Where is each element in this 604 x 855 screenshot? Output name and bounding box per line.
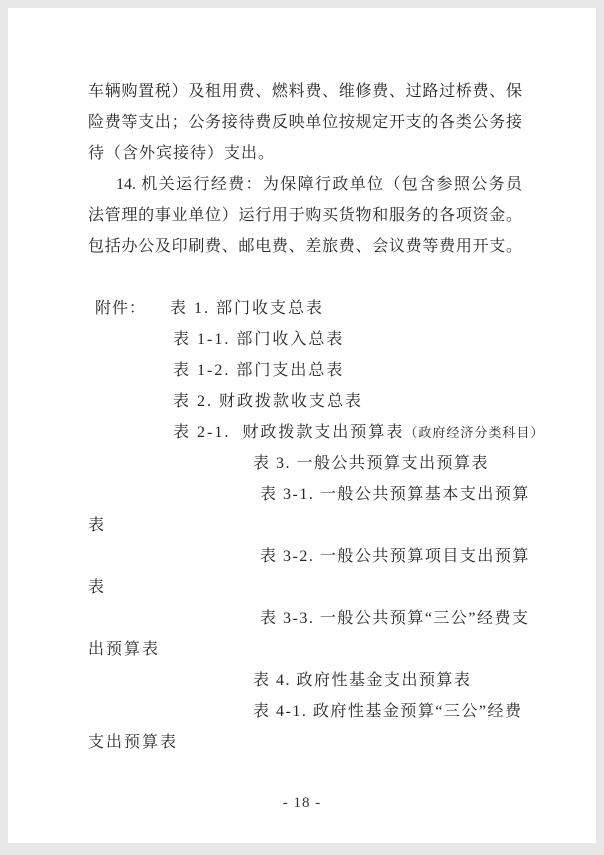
paragraph-line [88, 76, 522, 107]
attachment-item-wrap [88, 510, 522, 541]
line-text: 表 [88, 579, 107, 596]
blank-line [88, 262, 522, 293]
attachment-item [88, 479, 530, 510]
attachments-row [88, 293, 522, 324]
line-text: 支出预算表 [88, 734, 179, 751]
line-text: 出预算表 [88, 641, 161, 658]
line-text: 14. 机关运行经费：为保障行政单位（包含参照公务员 [116, 176, 522, 193]
attachments-label: 附件： [95, 300, 147, 317]
attachment-item [88, 324, 522, 355]
line-text: 表 3. 一般公共预算支出预算表 [253, 455, 490, 472]
paragraph-line [88, 138, 522, 169]
line-text: 表 3-1. 一般公共预算基本支出预算 [260, 486, 530, 503]
line-text: 表 4. 政府性基金支出预算表 [253, 672, 472, 689]
attachment-item-wrap [88, 634, 522, 665]
page-number: - 18 - [282, 795, 322, 811]
document-page [8, 8, 596, 843]
line-text: 表 2. 财政拨款收支总表 [173, 393, 364, 410]
attachment-item [88, 603, 530, 634]
attachment-item [88, 448, 522, 479]
attachment-item [88, 696, 522, 727]
attachment-item [88, 541, 530, 572]
line-text: 险费等支出；公务接待费反映单位按规定开支的各类公务接 [88, 114, 522, 131]
line-text: 表 3-3. 一般公共预算“三公”经费支 [260, 610, 530, 627]
attachment-item: 表 1. 部门收支总表 [170, 300, 325, 317]
line-text: 表 3-2. 一般公共预算项目支出预算 [260, 548, 530, 565]
document-lines [88, 76, 545, 758]
attachment-item [88, 665, 522, 696]
line-text: 表 1-2. 部门支出总表 [173, 362, 345, 379]
line-text: 表 [88, 517, 107, 534]
line-text: 车辆购置税）及租用费、燃料费、维修费、过路过桥费、保 [88, 83, 522, 100]
attachment-item [88, 386, 522, 417]
paragraph-line [88, 200, 522, 231]
attachment-item [88, 417, 545, 448]
line-text: 待（含外宾接待）支出。 [88, 145, 276, 162]
paragraph-line [88, 169, 522, 200]
line-text: 表 4-1. 政府性基金预算“三公”经费 [253, 703, 523, 720]
line-text: 表 2-1. 财政拨款支出预算表 [173, 424, 405, 441]
attachment-item-wrap [88, 727, 522, 758]
line-text: 表 1-1. 部门收入总表 [173, 331, 345, 348]
attachment-item-note: （政府经济分类科目） [404, 425, 545, 440]
line-text: 包括办公及印刷费、邮电费、差旅费、会议费等费用开支。 [88, 238, 522, 255]
line-text: 法管理的事业单位）运行用于购买货物和服务的各项资金。 [88, 207, 522, 224]
attachment-item [88, 355, 522, 386]
paragraph-line [88, 231, 522, 262]
attachment-item-wrap [88, 572, 522, 603]
paragraph-line [88, 107, 522, 138]
